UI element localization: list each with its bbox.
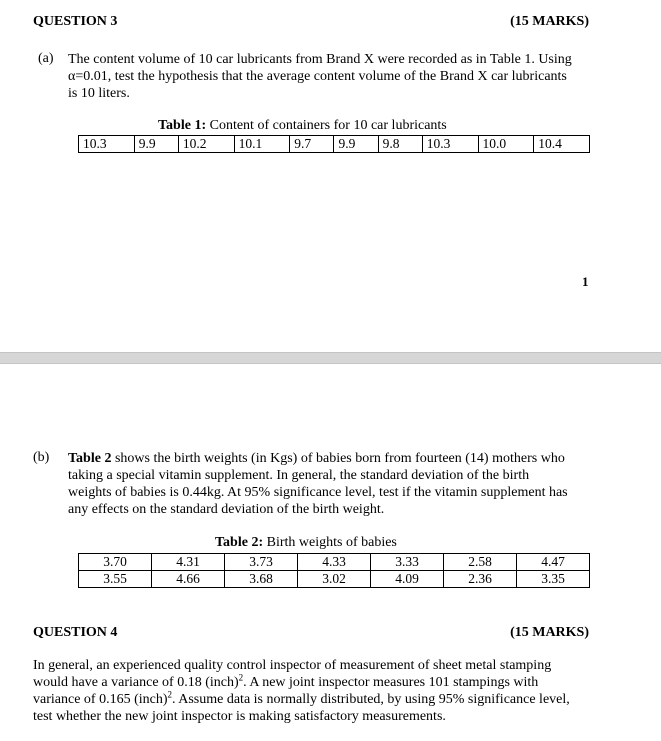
part-a-line-1: The content volume of 10 car lubricants from Brand X were recorded as in Table 1. Using [68, 52, 572, 67]
table-cell: 4.47 [517, 554, 590, 571]
part-b-line-4: any effects on the standard deviation of the birth weight. [68, 502, 385, 517]
table-cell: 9.9 [134, 136, 178, 153]
part-b-line-1 [68, 450, 590, 467]
table-cell: 3.68 [225, 571, 298, 588]
question-4-text [33, 657, 590, 725]
question-4-line-3a: variance of 0.165 (inch) [33, 692, 168, 707]
part-b-line-2: taking a special vitamin supplement. In general, the standard deviation of the birth [68, 468, 530, 483]
table-cell: 2.36 [444, 571, 517, 588]
question-3-title: QUESTION 3 [33, 14, 118, 29]
table-1-caption-text: Content of containers for 10 car lubricants [206, 118, 447, 133]
table-cell: 3.33 [371, 554, 444, 571]
table-row [79, 136, 590, 153]
table-cell: 4.09 [371, 571, 444, 588]
part-b-label: (b) [33, 450, 50, 465]
table-1 [78, 135, 590, 153]
table-cell: 9.9 [334, 136, 378, 153]
part-a-line-2: α=0.01, test the hypothesis that the average content volume of the Brand X car lubricants [68, 69, 567, 84]
table-cell: 10.3 [79, 136, 135, 153]
table-2 [78, 553, 590, 588]
page-number: 1 [582, 274, 589, 289]
question-4-line-3b: . Assume data is normally distributed, by using 95% significance level, [172, 692, 570, 707]
table-row [79, 571, 590, 588]
part-a-text [68, 51, 590, 102]
table-1-caption-label: Table 1: [158, 118, 207, 133]
table-cell: 10.3 [422, 136, 478, 153]
table-cell: 10.1 [234, 136, 290, 153]
table-cell: 9.8 [378, 136, 422, 153]
table-cell: 10.4 [534, 136, 590, 153]
table-cell: 3.55 [79, 571, 152, 588]
question-4-line-4: test whether the new joint inspector is making satisfactory measurements. [33, 709, 446, 724]
table-2-caption-label: Table 2: [215, 535, 264, 550]
table-cell: 3.73 [225, 554, 298, 571]
table-cell: 4.66 [152, 571, 225, 588]
question-4-line-1: In general, an experienced quality control inspector of measurement of sheet metal stamping [33, 658, 552, 673]
part-a-line-3: is 10 liters. [68, 86, 130, 101]
page-divider [0, 352, 661, 364]
table-cell: 3.70 [79, 554, 152, 571]
question-4-line-3 [33, 691, 590, 708]
table-cell: 4.33 [298, 554, 371, 571]
question-4-title: QUESTION 4 [33, 625, 118, 640]
part-b-text [68, 450, 590, 518]
table-cell: 3.35 [517, 571, 590, 588]
part-a-label: (a) [38, 51, 54, 66]
question-4-line-2b: . A new joint inspector measures 101 stampings with [243, 675, 539, 690]
part-b-line-3: weights of babies is 0.44kg. At 95% significance level, test if the vitamin supplement has [68, 485, 568, 500]
part-b-table-ref: Table 2 [68, 451, 112, 466]
table-2-caption-text: Birth weights of babies [263, 535, 397, 550]
question-4-line-2a: would have a variance of 0.18 (inch) [33, 675, 239, 690]
table-cell: 4.31 [152, 554, 225, 571]
table-2-caption [215, 535, 397, 551]
table-cell: 10.2 [178, 136, 234, 153]
superscript: 2 [167, 689, 172, 700]
question-4-line-2 [33, 674, 590, 691]
table-cell: 2.58 [444, 554, 517, 571]
table-row [79, 554, 590, 571]
table-cell: 10.0 [478, 136, 534, 153]
question-3-marks: (15 MARKS) [510, 14, 589, 29]
table-1-caption [158, 118, 447, 134]
table-cell: 3.02 [298, 571, 371, 588]
table-cell: 9.7 [290, 136, 334, 153]
superscript: 2 [238, 672, 244, 683]
part-b-line-1-text: shows the birth weights (in Kgs) of babies born from fourteen (14) mothers who [111, 451, 565, 466]
question-4-marks: (15 MARKS) [510, 625, 589, 640]
